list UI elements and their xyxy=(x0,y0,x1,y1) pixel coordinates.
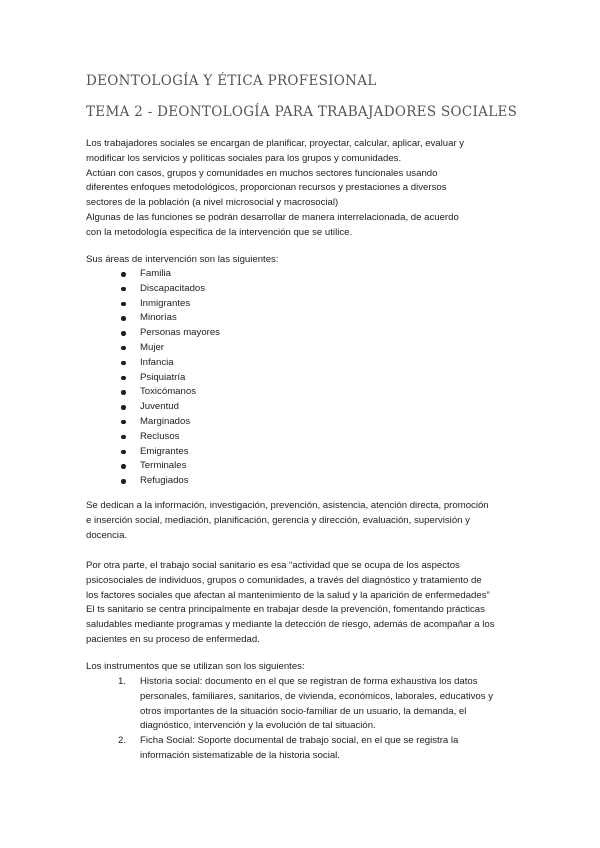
areas-intro: Sus áreas de intervención son las siguientes: xyxy=(86,254,279,265)
list-item: Emigrantes xyxy=(118,445,220,460)
list-number: 1. xyxy=(118,676,127,687)
list-item: Marginados xyxy=(118,415,220,430)
text-line: Historia social: documento en el que se registran de forma exhaustiva los datos xyxy=(140,676,478,687)
intro-paragraph xyxy=(86,137,516,241)
list-item: Psiquiatría xyxy=(118,371,220,386)
text-line: diferentes enfoques metodológicos, proporcionan recursos y prestaciones a diversos xyxy=(86,182,447,194)
text-line: diagnóstico, intervención y la evolución de tal situación. xyxy=(140,720,376,732)
text-line: e inserción social, mediación, planificación, gerencia y dirección, evaluación, supervisión y xyxy=(86,514,470,526)
text-line: con la metodología específica de la intervención que se utilice. xyxy=(86,226,353,238)
health-social-work-paragraph xyxy=(86,559,516,648)
functions-paragraph xyxy=(86,499,516,543)
areas-list xyxy=(118,267,220,489)
text-line: Algunas de las funciones se podrán desarrollar de manera interrelacionada, de acuerdo xyxy=(86,211,459,223)
document-subtitle: TEMA 2 - DEONTOLOGÍA PARA TRABAJADORES SOCIALES xyxy=(86,104,518,120)
text-line: otros importantes de la situación socio-familiar de un usuario, la demanda, el xyxy=(140,705,467,717)
text-line: Ficha Social: Soporte documental de trabajo social, en el que se registra la xyxy=(140,735,459,747)
list-item: Discapacitados xyxy=(118,282,220,297)
text-line: psicosociales de individuos, grupos o comunidades, a través del diagnóstico y tratamiento de xyxy=(86,574,482,586)
list-item: Mujer xyxy=(118,341,220,356)
list-item xyxy=(118,675,493,734)
text-line: Actúan con casos, grupos y comunidades en muchos sectores funcionales usando xyxy=(86,167,438,179)
text-line: Se dedican a la información, investigación, prevención, asistencia, atención directa, promoción xyxy=(86,500,489,511)
list-number: 2. xyxy=(118,735,127,747)
text-line: saludables mediante programas y mediante la detección de riesgo, además de acompañar a los xyxy=(86,619,495,631)
text-line: Los trabajadores sociales se encargan de planificar, proyectar, calcular, aplicar, evaluar y xyxy=(86,138,465,149)
list-item: Refugiados xyxy=(118,474,220,489)
text-line: información sistematizable de la historia social. xyxy=(140,749,340,761)
instruments-intro: Los instrumentos que se utilizan son los siguientes: xyxy=(86,661,305,672)
text-line: los factores sociales que afectan al mantenimiento de la salud y la aparición de enfermedades” xyxy=(86,589,490,601)
document-title: DEONTOLOGÍA Y ÉTICA PROFESIONAL xyxy=(86,73,377,89)
text-line: personales, familiares, sanitarios, de vivienda, económicos, laborales, educativos y xyxy=(140,690,494,702)
text-line: pacientes en su proceso de enfermedad. xyxy=(86,633,260,645)
list-item: Terminales xyxy=(118,459,220,474)
list-item xyxy=(118,734,493,764)
text-line: docencia. xyxy=(86,529,128,541)
list-item: Familia xyxy=(118,267,220,282)
list-item: Juventud xyxy=(118,400,220,415)
list-item: Personas mayores xyxy=(118,326,220,341)
text-line: Por otra parte, el trabajo social sanitario es esa “actividad que se ocupa de los aspectos xyxy=(86,560,460,571)
instruments-list xyxy=(118,675,493,764)
list-item: Reclusos xyxy=(118,430,220,445)
list-item: Inmigrantes xyxy=(118,297,220,312)
list-item: Infancia xyxy=(118,356,220,371)
list-item: Minorías xyxy=(118,311,220,326)
list-item: Toxicómanos xyxy=(118,385,220,400)
text-line: modificar los servicios y políticas sociales para los grupos y comunidades. xyxy=(86,152,402,164)
text-line: El ts sanitario se centra principalmente en trabajar desde la prevención, fomentando prácticas xyxy=(86,604,485,616)
text-line: sectores de la población (a nivel microsocial y macrosocial) xyxy=(86,197,339,209)
